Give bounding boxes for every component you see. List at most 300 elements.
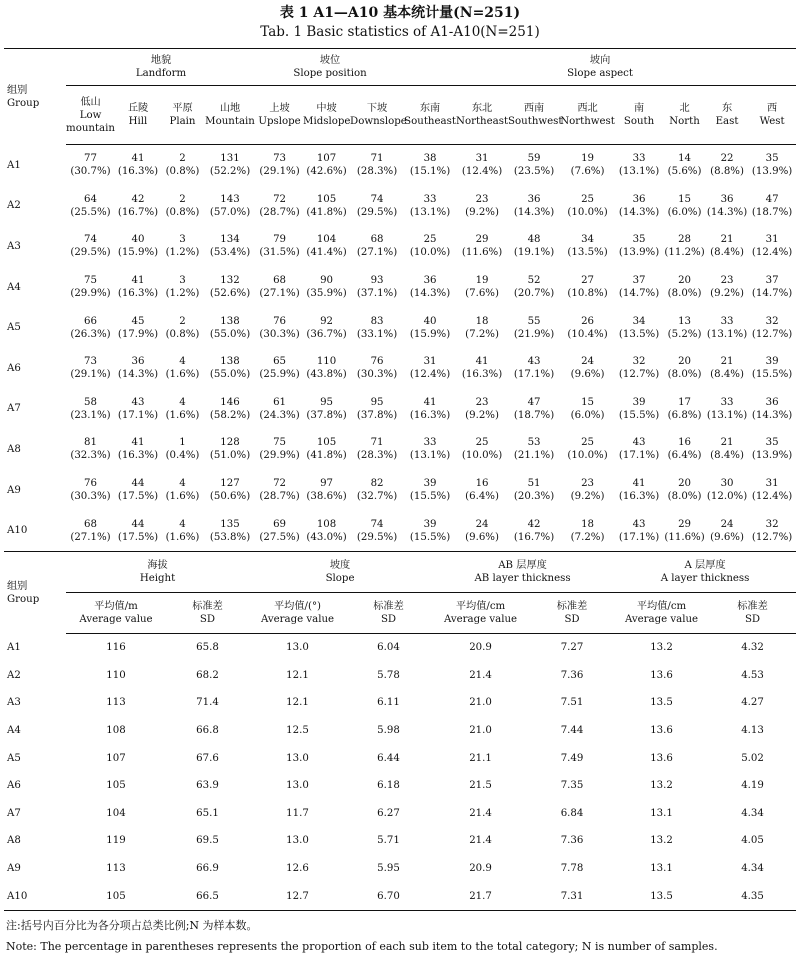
cell-percent: (15.5%): [618, 409, 660, 421]
data-cell: [560, 470, 615, 511]
cell-count: 71: [370, 437, 384, 449]
cell-percent: (15.9%): [117, 247, 159, 259]
data-cell: [66, 510, 115, 551]
data-cell: 12.1: [286, 669, 309, 681]
data-cell: 63.9: [196, 780, 219, 792]
cell-count: 95: [370, 396, 384, 408]
data-cell: [256, 510, 303, 551]
data-cell: [748, 226, 796, 267]
cell-percent: (27.1%): [70, 531, 111, 543]
cell-count: 47: [765, 193, 779, 205]
data-cell: [350, 348, 404, 389]
cell-count: 36: [131, 356, 145, 368]
cell-percent: (6.0%): [667, 206, 702, 218]
subcolumn-zh: 标准差: [556, 600, 588, 612]
cell-count: 43: [632, 437, 646, 449]
cell-percent: (58.2%): [209, 409, 251, 421]
subcolumn-header: [256, 86, 303, 145]
cell-count: 21: [720, 437, 734, 449]
cell-percent: (32.7%): [356, 491, 398, 503]
cell-percent: (9.2%): [465, 409, 499, 421]
data-cell: 21.4: [469, 835, 492, 847]
cell-count: 3: [179, 234, 186, 246]
data-cell: 20.9: [469, 642, 492, 654]
cell-count: 19: [475, 275, 489, 287]
subcolumn-en: SD: [564, 613, 580, 625]
data-cell: [615, 145, 663, 186]
cell-count: 27: [581, 275, 595, 287]
data-cell: [456, 510, 508, 551]
data-cell: [204, 186, 256, 227]
cell-percent: (37.8%): [306, 409, 347, 421]
subcolumn-en: Average value: [624, 613, 699, 625]
data-cell: 7.49: [560, 752, 584, 764]
cell-percent: (29.1%): [70, 369, 111, 381]
cell-count: 15: [678, 193, 692, 205]
cell-count: 146: [220, 396, 240, 408]
cell-percent: (27.5%): [259, 531, 300, 543]
data-cell: [663, 267, 706, 308]
cell-percent: (12.7%): [751, 328, 793, 340]
cell-count: 82: [370, 478, 384, 490]
cell-percent: (10.8%): [567, 288, 608, 300]
subcolumn-en: Northeast: [456, 116, 509, 127]
data-cell: 4.13: [741, 725, 764, 737]
cell-count: 39: [423, 478, 437, 490]
data-cell: [303, 267, 350, 308]
cell-percent: (12.4%): [461, 166, 503, 178]
data-cell: 113: [106, 697, 126, 709]
data-cell: [256, 267, 303, 308]
cell-percent: (12.7%): [751, 531, 793, 543]
cell-percent: (14.3%): [117, 369, 159, 381]
data-cell: 68.2: [196, 669, 219, 681]
data-cell: [350, 267, 404, 308]
data-cell: [115, 510, 161, 551]
cell-percent: (53.4%): [209, 247, 251, 259]
subcolumn-zh: 东南: [419, 103, 441, 114]
cell-count: 33: [423, 437, 437, 449]
data-cell: [350, 510, 404, 551]
data-cell: 13.1: [650, 862, 673, 874]
data-cell: 5.02: [741, 752, 764, 764]
data-cell: [508, 226, 560, 267]
cell-percent: (1.6%): [165, 491, 200, 503]
cell-percent: (37.1%): [356, 288, 398, 300]
subcolumn-en: Downslope: [350, 116, 407, 127]
cell-percent: (17.1%): [513, 369, 555, 381]
subcolumn-header: [161, 86, 204, 145]
subcolumn-zh: 低山: [80, 96, 101, 108]
data-cell: 105: [66, 882, 166, 910]
data-cell: [663, 389, 706, 430]
data-cell: [161, 389, 204, 430]
cell-percent: (8.4%): [710, 247, 744, 259]
data-cell: 13.0: [286, 642, 309, 654]
data-cell: [161, 145, 204, 186]
data-cell: [115, 226, 161, 267]
group-header: 组别 Group: [7, 84, 40, 109]
data-cell: 4.34: [741, 862, 764, 874]
data-cell: [404, 145, 456, 186]
cell-count: 47: [527, 396, 541, 408]
data-cell: [66, 389, 115, 430]
cell-count: 39: [632, 396, 646, 408]
cell-count: 22: [720, 153, 734, 165]
data-cell: [66, 267, 115, 308]
cell-percent: (17.5%): [117, 531, 159, 543]
subcolumn-zh: 西: [766, 103, 778, 114]
cell-count: 30: [720, 478, 734, 490]
data-cell: [404, 307, 456, 348]
data-cell: [706, 145, 748, 186]
table-caption-zh: 表 1 A1—A10 基本统计量(N=251): [279, 5, 521, 21]
cell-count: 64: [84, 193, 97, 205]
data-cell: [456, 226, 508, 267]
cell-count: 33: [632, 153, 646, 165]
data-cell: 13.2: [650, 835, 673, 847]
data-cell: [404, 510, 456, 551]
data-cell: [204, 510, 256, 551]
cell-percent: (17.1%): [117, 409, 159, 421]
cell-percent: (52.2%): [209, 166, 251, 178]
cell-percent: (9.2%): [465, 206, 499, 218]
cell-count: 73: [84, 356, 97, 368]
subcolumn-en: North: [669, 116, 700, 127]
data-cell: [204, 307, 256, 348]
table-row: [4, 307, 796, 348]
cell-percent: (10.0%): [567, 206, 608, 218]
data-cell: [456, 348, 508, 389]
subcolumn-en: East: [715, 116, 739, 127]
cell-count: 42: [527, 518, 541, 530]
cell-count: 20: [678, 478, 692, 490]
cell-count: 48: [527, 234, 541, 246]
cell-percent: (9.6%): [465, 531, 499, 543]
data-cell: 4.19: [741, 780, 764, 792]
cell-count: 21: [720, 234, 734, 246]
data-cell: 12.7: [249, 882, 346, 910]
cell-count: 95: [320, 396, 334, 408]
subcolumn-header: [614, 592, 709, 633]
table-note-zh: 注:括号内百分比为各分项占总类比例;N 为样本数。: [6, 918, 258, 932]
group-label: A6: [7, 780, 21, 792]
subcolumn-header: [508, 86, 563, 145]
cell-count: 29: [475, 234, 489, 246]
cell-count: 23: [581, 478, 595, 490]
cell-count: 52: [527, 275, 541, 287]
table-row: [4, 772, 796, 800]
cell-percent: (51.0%): [209, 450, 251, 462]
cell-count: 41: [423, 396, 437, 408]
cell-percent: (50.6%): [209, 491, 251, 503]
data-cell: 6.04: [377, 642, 400, 654]
cell-percent: (30.7%): [70, 166, 111, 178]
data-cell: [115, 429, 161, 470]
cell-percent: (30.3%): [259, 328, 300, 340]
cell-count: 29: [678, 518, 692, 530]
group-label: A8: [7, 443, 21, 455]
cell-count: 2: [179, 315, 186, 327]
data-cell: [706, 389, 748, 430]
cell-percent: (41.8%): [306, 450, 347, 462]
cell-count: 19: [581, 153, 595, 165]
data-cell: [256, 145, 303, 186]
cell-count: 75: [84, 275, 97, 287]
cell-percent: (14.3%): [618, 206, 660, 218]
cell-count: 66: [84, 315, 97, 327]
cell-percent: (0.4%): [165, 450, 200, 462]
terrain-statistics-table: [4, 48, 796, 552]
data-cell: [256, 307, 303, 348]
data-cell: [456, 470, 508, 511]
subcolumn-en: SD: [380, 613, 397, 625]
cell-percent: (13.1%): [706, 328, 748, 340]
cell-count: 51: [527, 478, 541, 490]
subcolumn-zh: 山地: [219, 103, 241, 114]
cell-count: 31: [765, 478, 779, 490]
data-cell: 66.8: [196, 725, 219, 737]
data-cell: [161, 429, 204, 470]
data-cell: [663, 186, 706, 227]
table-row: [4, 800, 796, 828]
data-cell: [115, 470, 161, 511]
data-cell: [204, 470, 256, 511]
cell-percent: (10.4%): [567, 328, 608, 340]
cell-count: 18: [581, 518, 595, 530]
cell-percent: (16.3%): [461, 369, 503, 381]
data-cell: [350, 307, 404, 348]
cell-count: 68: [273, 275, 287, 287]
data-cell: [663, 226, 706, 267]
data-cell: 107: [106, 752, 126, 764]
group-label: A6: [7, 362, 21, 374]
subcolumn-en: Midslope: [303, 116, 351, 127]
data-cell: [350, 226, 404, 267]
cell-count: 74: [84, 234, 97, 246]
data-cell: 13.6: [650, 725, 673, 737]
cell-percent: (28.7%): [259, 491, 300, 503]
data-cell: 7.36: [560, 835, 584, 847]
cell-percent: (7.2%): [465, 328, 499, 340]
category-header-slope-position: 坡位 Slope position: [256, 49, 404, 86]
data-cell: 6.27: [377, 807, 400, 819]
data-cell: [508, 145, 560, 186]
subcolumn-header: [350, 86, 407, 145]
data-cell: [615, 226, 663, 267]
cell-percent: (36.7%): [306, 328, 347, 340]
cell-count: 20: [678, 356, 692, 368]
data-cell: [115, 389, 161, 430]
cell-percent: (43.0%): [306, 531, 347, 543]
cell-count: 43: [632, 518, 646, 530]
cell-percent: (15.5%): [751, 369, 793, 381]
cell-percent: (15.9%): [409, 328, 451, 340]
cell-percent: (1.6%): [165, 531, 200, 543]
data-cell: [456, 267, 508, 308]
cell-count: 69: [273, 518, 287, 530]
cell-percent: (43.8%): [306, 369, 347, 381]
data-cell: [303, 510, 350, 551]
data-cell: [508, 186, 560, 227]
data-cell: [350, 389, 404, 430]
cell-count: 44: [131, 478, 145, 490]
data-cell: [256, 348, 303, 389]
cell-percent: (12.4%): [751, 247, 793, 259]
subcolumn-en: SD: [199, 613, 216, 625]
data-cell: 7.78: [560, 862, 584, 874]
cell-percent: (12.4%): [409, 369, 451, 381]
data-cell: 7.44: [560, 725, 584, 737]
data-cell: [204, 145, 256, 186]
cell-count: 18: [475, 315, 489, 327]
cell-percent: (52.6%): [209, 288, 251, 300]
cell-count: 39: [765, 356, 779, 368]
cell-count: 16: [475, 478, 489, 490]
cell-percent: (1.6%): [165, 409, 200, 421]
cell-percent: (13.1%): [618, 166, 660, 178]
data-cell: [303, 226, 350, 267]
data-cell: 113: [106, 862, 126, 874]
cell-count: 4: [179, 478, 186, 490]
data-cell: 21.4: [469, 807, 492, 819]
cell-count: 31: [423, 356, 437, 368]
subcolumn-header: [530, 592, 614, 633]
cell-percent: (11.2%): [664, 247, 705, 259]
cell-percent: (13.9%): [618, 247, 660, 259]
data-cell: 4.32: [741, 642, 764, 654]
data-cell: [404, 429, 456, 470]
cell-count: 25: [581, 193, 595, 205]
cell-count: 14: [678, 153, 692, 165]
cell-count: 31: [765, 234, 779, 246]
data-cell: 13.6: [650, 752, 673, 764]
cell-percent: (18.7%): [513, 409, 555, 421]
table-caption-en: Tab. 1 Basic statistics of A1-A10(N=251): [260, 24, 540, 40]
cell-percent: (17.5%): [117, 491, 159, 503]
cell-count: 68: [370, 234, 384, 246]
table-row: [4, 348, 796, 389]
cell-count: 45: [131, 315, 145, 327]
cell-count: 143: [220, 193, 240, 205]
data-cell: [256, 389, 303, 430]
subcolumn-en: Southwest: [508, 116, 563, 127]
data-cell: [350, 145, 404, 186]
data-cell: [256, 186, 303, 227]
subcolumn-header: [346, 592, 431, 633]
data-cell: 5.71: [377, 835, 400, 847]
data-cell: [615, 186, 663, 227]
category-header-height: 海拔 Height: [66, 552, 249, 593]
data-cell: [560, 145, 615, 186]
group-label: A5: [7, 322, 21, 334]
cell-count: 97: [320, 478, 334, 490]
cell-count: 25: [581, 437, 595, 449]
subcolumn-zh: 标准差: [373, 600, 404, 612]
cell-percent: (14.7%): [751, 288, 793, 300]
data-cell: 105: [106, 780, 126, 792]
data-cell: [748, 429, 796, 470]
table-row: [4, 389, 796, 430]
cell-percent: (37.8%): [356, 409, 398, 421]
cell-percent: (15.5%): [409, 491, 451, 503]
data-cell: [706, 510, 748, 551]
cell-percent: (25.5%): [70, 206, 111, 218]
data-cell: [508, 510, 560, 551]
data-cell: [204, 429, 256, 470]
subcolumn-zh: 东北: [471, 103, 493, 114]
subcolumn-en: West: [759, 116, 785, 127]
data-cell: [303, 470, 350, 511]
cell-percent: (14.3%): [706, 206, 748, 218]
cell-percent: (32.3%): [70, 450, 111, 462]
cell-percent: (30.3%): [70, 491, 111, 503]
data-cell: 13.0: [286, 780, 309, 792]
data-cell: [456, 145, 508, 186]
cell-percent: (0.8%): [165, 166, 200, 178]
table-row: [4, 267, 796, 308]
group-label: A10: [4, 882, 66, 910]
data-cell: 6.84: [560, 807, 584, 819]
data-cell: [560, 429, 615, 470]
cell-percent: (1.6%): [165, 369, 200, 381]
cell-percent: (28.3%): [356, 450, 398, 462]
cell-count: 32: [765, 518, 779, 530]
data-cell: [706, 267, 748, 308]
data-cell: [560, 348, 615, 389]
data-cell: [404, 186, 456, 227]
cell-percent: (21.1%): [513, 450, 555, 462]
cell-percent: (14.3%): [409, 288, 451, 300]
category-header-slope-aspect: 坡向 Slope aspect: [404, 49, 796, 86]
data-cell: [748, 510, 796, 551]
subcolumn-header: [706, 86, 748, 145]
group-label: A1: [7, 641, 21, 653]
subcolumn-en: Low mountain: [66, 109, 115, 134]
data-cell: 20.9: [469, 862, 492, 874]
cell-percent: (13.5%): [618, 328, 660, 340]
cell-percent: (29.5%): [356, 531, 398, 543]
data-cell: [663, 348, 706, 389]
data-cell: [560, 389, 615, 430]
data-cell: 4.05: [741, 835, 764, 847]
subcolumn-zh: 平原: [172, 103, 193, 114]
table-row: [4, 633, 796, 661]
group-label: A1: [7, 159, 21, 171]
cell-percent: (7.2%): [570, 531, 605, 543]
table-row: [4, 662, 796, 690]
data-cell: 21.1: [469, 752, 492, 764]
cell-count: 104: [316, 234, 337, 246]
data-cell: [204, 348, 256, 389]
data-cell: 13.5: [650, 697, 673, 709]
data-cell: 5.78: [377, 669, 400, 681]
data-cell: [161, 267, 204, 308]
cell-count: 36: [632, 193, 646, 205]
subcolumn-header: [249, 592, 346, 633]
table-row: [4, 744, 796, 772]
data-cell: [115, 186, 161, 227]
group-label: A4: [7, 281, 21, 293]
data-cell: [560, 307, 615, 348]
data-cell: 13.0: [286, 752, 309, 764]
cell-percent: (14.7%): [618, 288, 660, 300]
subcolumn-header: [709, 592, 796, 633]
data-cell: [66, 145, 115, 186]
data-cell: 21.5: [469, 780, 492, 792]
cell-count: 73: [273, 153, 287, 165]
data-cell: [256, 470, 303, 511]
